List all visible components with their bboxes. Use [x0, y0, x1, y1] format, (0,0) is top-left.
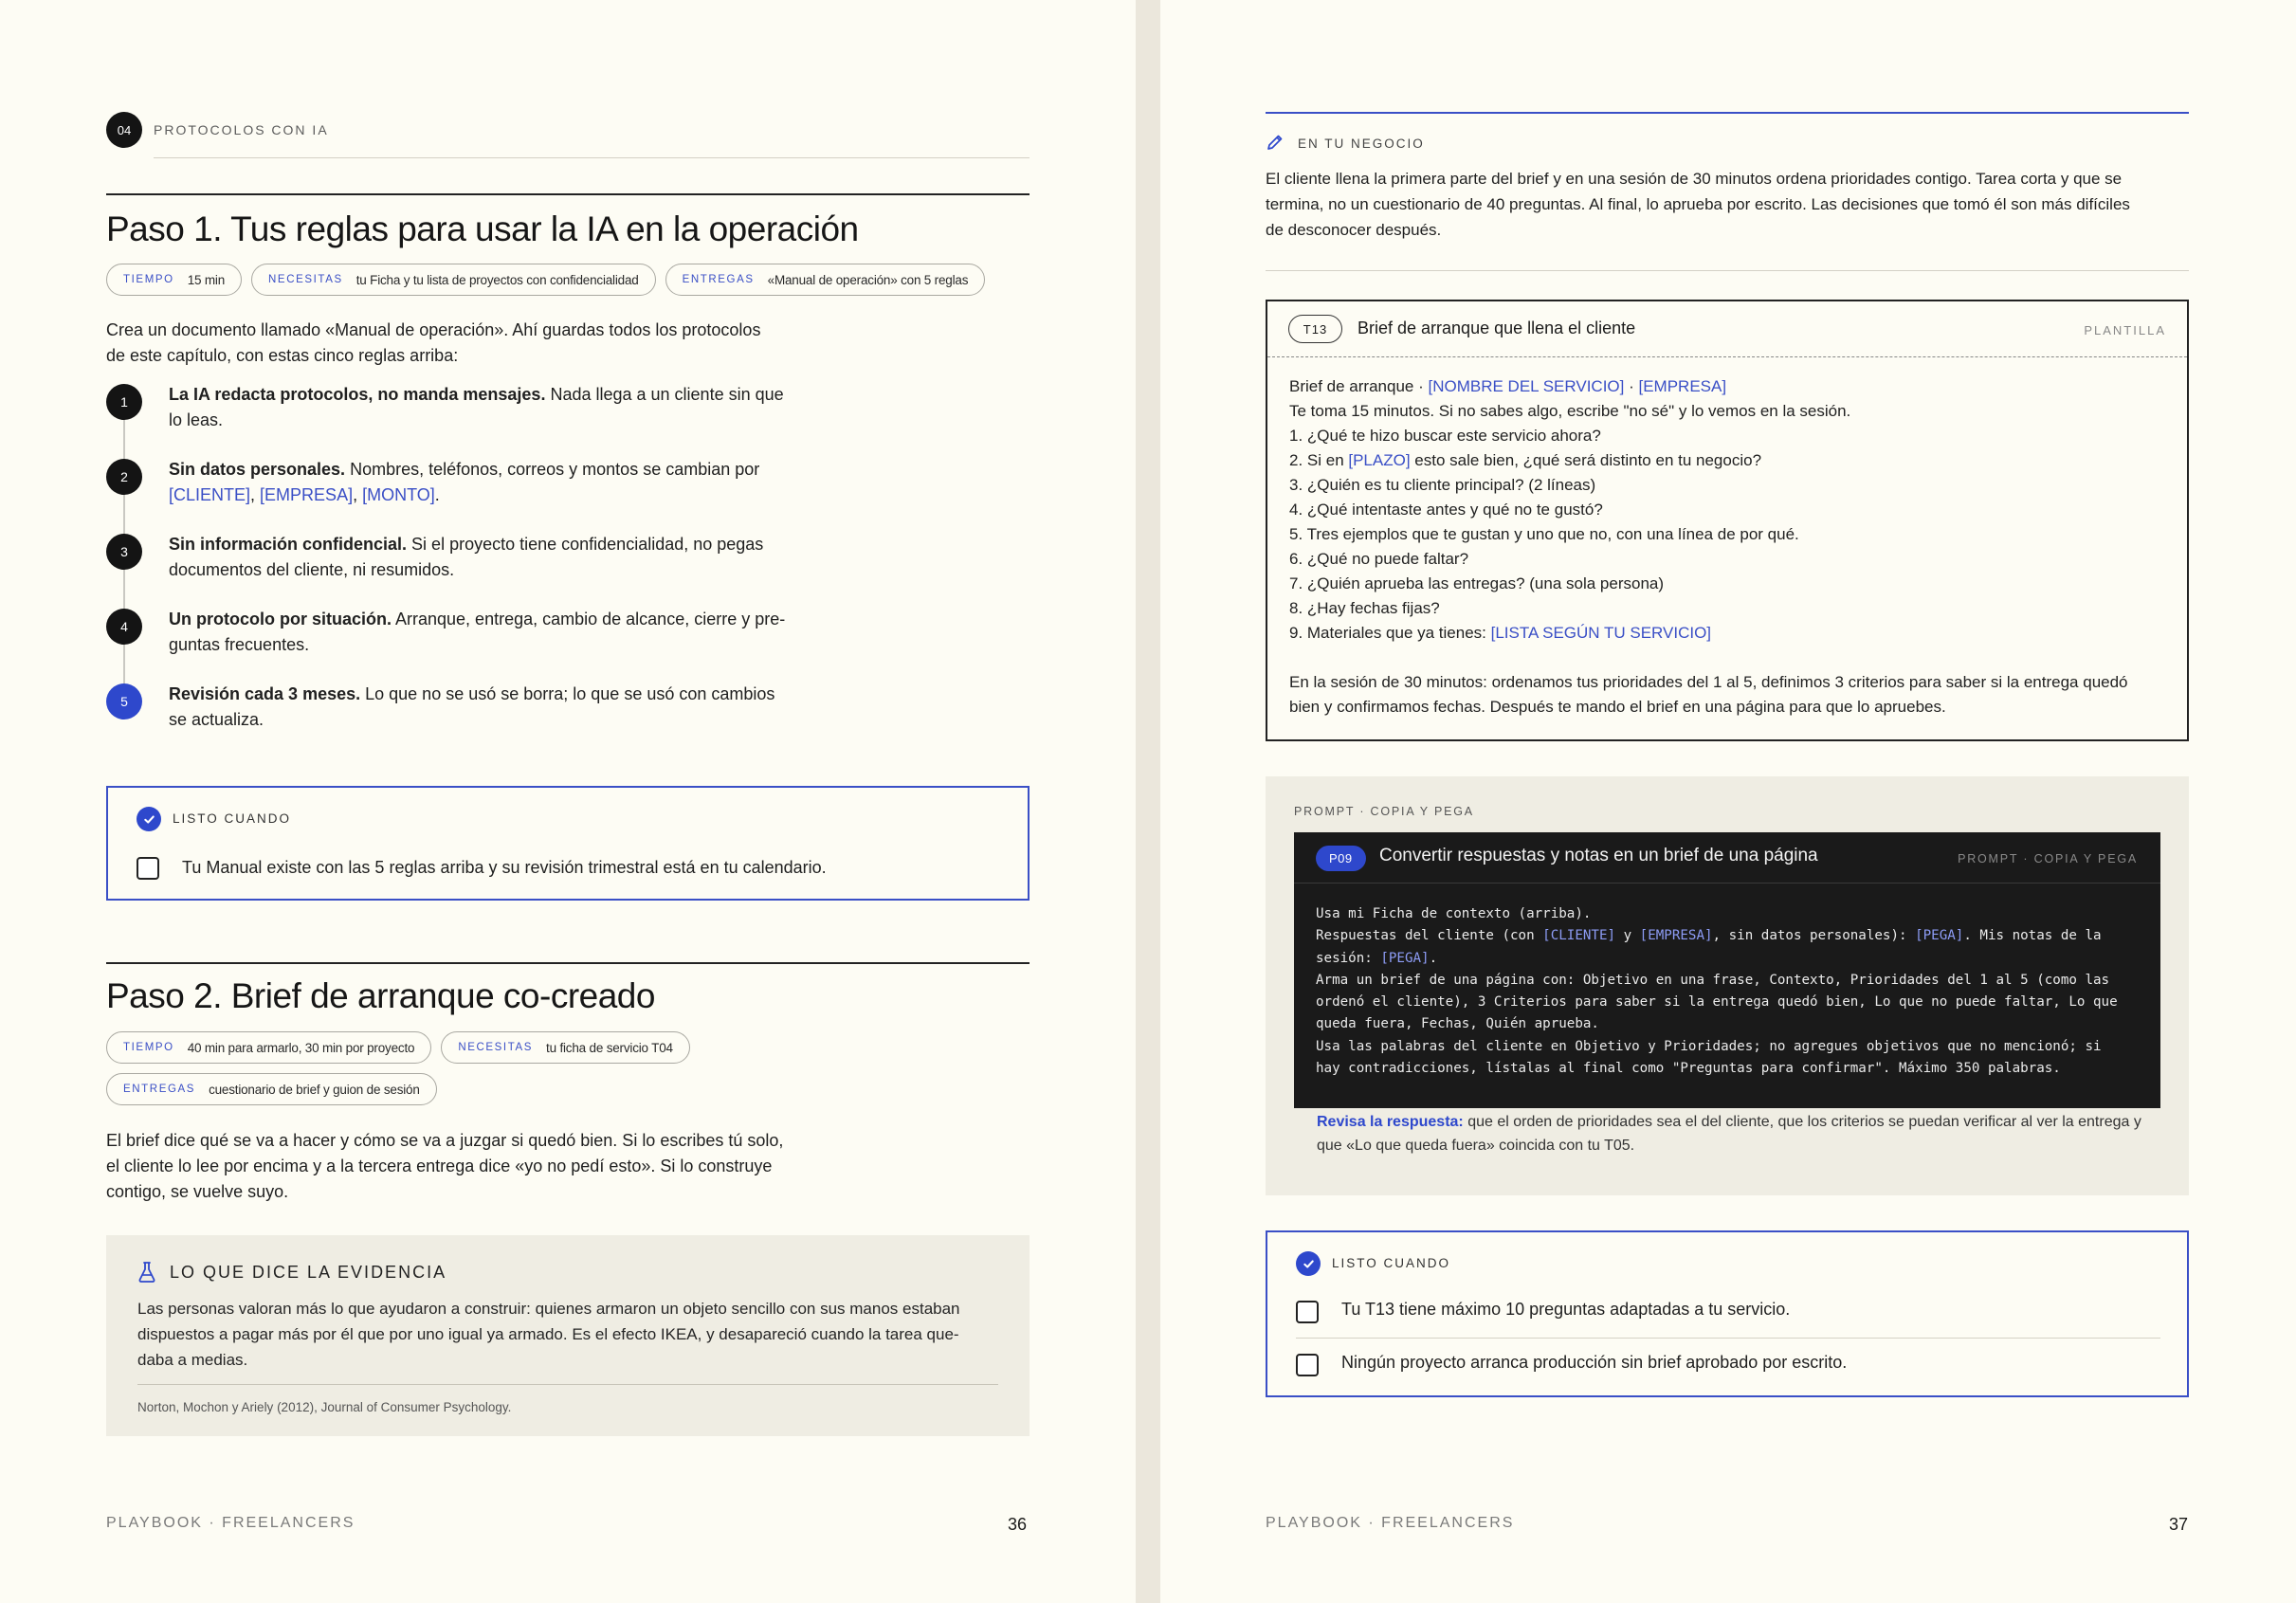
check-circle-icon — [1296, 1251, 1321, 1276]
chapter-label: PROTOCOLOS CON IA — [154, 122, 329, 137]
page-number: 37 — [2169, 1515, 2189, 1534]
rule-3: Sin información confidencial. Si el proyecto tiene confidencialidad, no pegas documentos del cliente, ni resumidos. — [169, 535, 764, 579]
rule-5: Revisión cada 3 meses. Lo que no se usó se borra; lo que se usó con cambios se actualiza. — [169, 684, 775, 729]
footer-brand: PLAYBOOK · FREELANCERS — [106, 1515, 355, 1531]
done-divider — [1296, 1338, 2160, 1339]
right-done-box — [1266, 1230, 2189, 1397]
step1-title: Paso 1. Tus reglas para usar la IA en la operación — [106, 209, 859, 248]
done-item: Tu Manual existe con las 5 reglas arriba y su revisión trimestral está en tu calendario. — [182, 858, 827, 877]
right-page — [1160, 0, 2296, 1603]
negocio-text: El cliente llena la primera parte del brief y en una sesión de 30 minutos ordena prioridades contigo. Tarea corta y que se termina, no un cuestionario de 40 preguntas. Al final, lo aprueba por escrito. Las decisiones que tomó él son más difíciles de desconocer después. — [1266, 170, 2130, 239]
prompt-sub-label: PROMPT · COPIA Y PEGA — [1958, 852, 2138, 865]
template-tag: T13 — [1288, 315, 1342, 343]
negocio-rule — [1266, 112, 2189, 114]
done-item-1: Tu T13 tiene máximo 10 preguntas adaptadas a tu servicio. — [1341, 1300, 1791, 1319]
evidence-box — [106, 1235, 1030, 1436]
pill-delivers: ENTREGAS cuestionario de brief y guion de sesión — [106, 1073, 437, 1105]
template-header — [1267, 301, 2187, 357]
rule-number-2: 2 — [106, 459, 142, 495]
done-label: LISTO CUANDO — [1332, 1256, 1451, 1270]
flask-icon — [137, 1261, 156, 1284]
prompt-header — [1294, 832, 2160, 883]
prompt-title: Convertir respuestas y notas en un brief de una página — [1379, 846, 1818, 865]
template-title: Brief de arranque que llena el cliente — [1358, 319, 1636, 337]
prompt-tag: P09 — [1316, 846, 1366, 871]
step1-pills — [106, 264, 985, 296]
negocio-label: EN TU NEGOCIO — [1298, 137, 1425, 151]
template-body: Brief de arranque · [NOMBRE DEL SERVICIO] · [EMPRESA] Te toma 15 minutos. Si no sabes algo, escribe "no sé" y lo vemos en la sesión. 1. ¿Qué te hizo buscar este servicio ahora? 2. Si en [PLAZO] esto sale bien, ¿qué será distinto en tu negocio? 3. ¿Quién es tu cliente principal? (2 líneas) 4. ¿Qué intentaste antes y qué no te gustó? 5. Tres ejemplos que te gustan y uno que no, con una línea de por qué. 6. ¿Qué no puede faltar? 7. ¿Quién aprueba las entregas? (una sola persona) 8. ¿Hay fechas fijas? 9. Materiales que ya tienes: [LISTA SEGÚN TU SERVICIO] En la sesión de 30 minutos: ordenamos tus prioridades del 1 al 5, definimos 3 criterios para saber si la entrega quedó bien y confirmamos fechas. Después te mando el brief en una página para que lo apruebes. — [1289, 377, 2128, 716]
step2-pills-row2 — [106, 1073, 437, 1105]
pill-time: TIEMPO 15 min — [106, 264, 242, 296]
evidence-text: Las personas valoran más lo que ayudaron a construir: quienes armaron un objeto sencillo con sus manos estaban dispuestos a pagar más por él que por uno igual ya armado. Es el efecto IKEA, y desapareció cuando la tarea que- daba a medias. — [137, 1300, 960, 1369]
step1-rule — [106, 193, 1030, 195]
header-rule — [154, 157, 1030, 158]
prompt-code[interactable]: Usa mi Ficha de contexto (arriba). Respuestas del cliente (con [CLIENTE] y [EMPRESA], sin datos personales): [PEGA]. Mis notas de la sesión: [PEGA]. Arma un brief de una página con: Objetivo en una frase, Contexto, Prioridades del 1 al 5 (como las ordenó el cliente), 3 Criterios para saber si la entrega quedó bien, Lo que no puede faltar, Lo que queda fuera, Fechas, Quién aprueba. Usa las palabras del cliente en Objetivo y Prioridades; no agregues objetivos que no mencionó; si hay contradicciones, lístalas al final como "Preguntas para confirmar". Máximo 350 palabras. — [1316, 906, 2118, 1077]
pill-needs: NECESITAS tu Ficha y tu lista de proyectos con confidencialidad — [251, 264, 656, 296]
pill-needs: NECESITAS tu ficha de servicio T04 — [441, 1031, 690, 1064]
rule-number-4: 4 — [106, 609, 142, 645]
prompt-outer-label: PROMPT · COPIA Y PEGA — [1294, 805, 1474, 818]
template-box — [1266, 300, 2189, 741]
evidence-source: Norton, Mochon y Ariely (2012), Journal of Consumer Psychology. — [137, 1400, 512, 1414]
page-number: 36 — [1008, 1515, 1028, 1534]
evidence-title: LO QUE DICE LA EVIDENCIA — [170, 1263, 447, 1282]
step1-done-box — [106, 786, 1030, 901]
check-circle-icon — [137, 807, 161, 831]
step2-rule — [106, 962, 1030, 964]
prompt-block — [1294, 832, 2160, 1108]
pencil-icon — [1266, 133, 1285, 152]
done-checkbox-1[interactable] — [1296, 1301, 1319, 1323]
step2-pills-row1 — [106, 1031, 690, 1064]
negocio-bottom-rule — [1266, 270, 2189, 271]
chapter-number: 04 — [106, 112, 142, 148]
evidence-rule — [137, 1384, 998, 1385]
rule-number-5: 5 — [106, 683, 142, 720]
rule-2: Sin datos personales. Nombres, teléfonos, correos y montos se cambian por [CLIENTE], [EMPRESA], [MONTO]. — [169, 460, 760, 504]
rule-number-3: 3 — [106, 534, 142, 570]
step2-intro: El brief dice qué se va a hacer y cómo se va a juzgar si quedó bien. Si lo escribes tú solo, el cliente lo lee por encima y a la tercera entrega dice «yo no pedí esto». Si lo construye contigo, se vuelve suyo. — [106, 1131, 784, 1201]
rule-4: Un protocolo por situación. Arranque, entrega, cambio de alcance, cierre y pre- guntas frecuentes. — [169, 610, 786, 654]
done-label: LISTO CUANDO — [173, 811, 292, 826]
done-item-2: Ningún proyecto arranca producción sin brief aprobado por escrito. — [1341, 1353, 1848, 1372]
prompt-section — [1266, 776, 2189, 1195]
step1-intro: Crea un documento llamado «Manual de operación». Ahí guardas todos los protocolos de este capítulo, con estas cinco reglas arriba: — [106, 320, 761, 365]
template-kind: PLANTILLA — [2084, 323, 2166, 337]
pill-time: TIEMPO 40 min para armarlo, 30 min por proyecto — [106, 1031, 431, 1064]
footer-brand: PLAYBOOK · FREELANCERS — [1266, 1515, 1515, 1531]
done-checkbox[interactable] — [137, 857, 159, 880]
rule-1: La IA redacta protocolos, no manda mensajes. Nada llega a un cliente sin que lo leas. — [169, 385, 784, 429]
rule-number-1: 1 — [106, 384, 142, 420]
step2-title: Paso 2. Brief de arranque co-creado — [106, 976, 655, 1015]
done-checkbox-2[interactable] — [1296, 1354, 1319, 1376]
pill-delivers: ENTREGAS «Manual de operación» con 5 reglas — [665, 264, 986, 296]
prompt-review: Revisa la respuesta: que el orden de prioridades sea el del cliente, que los criterios se puedan verificar al ver la entrega y que «Lo que queda fuera» coincida con tu T05. — [1317, 1114, 2141, 1154]
left-page — [0, 0, 1136, 1603]
